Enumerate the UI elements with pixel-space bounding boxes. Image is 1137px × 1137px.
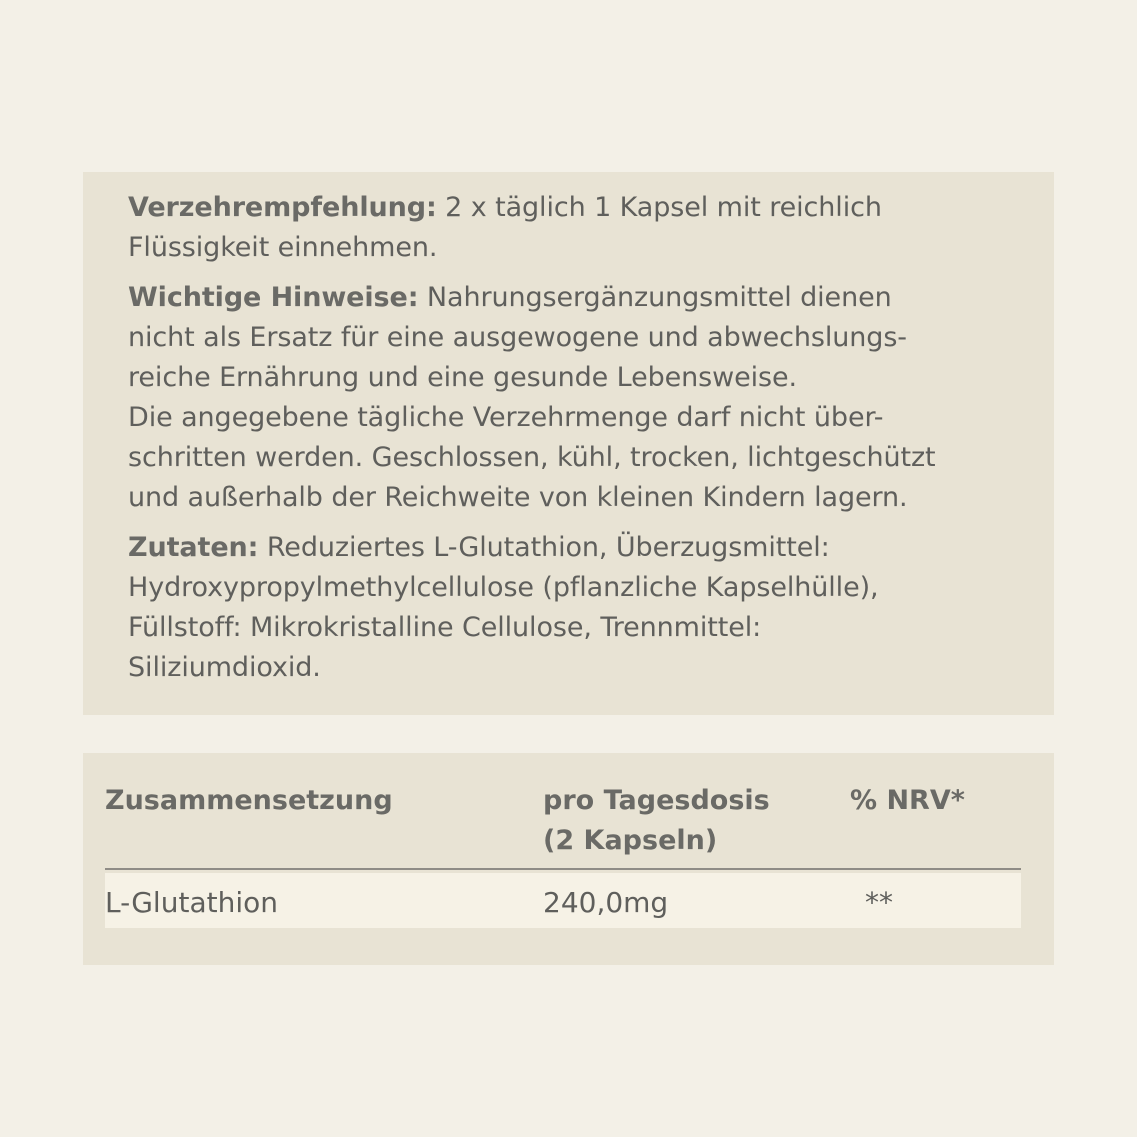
composition-table <box>83 753 1054 965</box>
notes-text: Nahrungsergänzungsmittel dienen nicht als Ersatz für eine ausgewogene und abwechslungs- reiche Ernährung und eine gesunde Lebensweise. Die angegebene tägliche Verzehrmenge darf nicht über- schritten werden. Geschlossen, kühl, trocken, lichtgeschützt und außerhalb der Reichweite von kleinen Kindern lagern. <box>128 282 936 513</box>
ingredients <box>128 528 1044 688</box>
table-divider <box>105 868 1021 870</box>
important-notes <box>128 278 1044 518</box>
ingredients-label: Zutaten: <box>128 532 259 563</box>
cell-amount: 240,0mg <box>543 886 669 919</box>
ingredients-text: Reduziertes L-Glutathion, Überzugsmittel: Hydroxypropylmethylcellulose (pflanzliche Kapselhülle), Füllstoff: Mikrokristalline Cellulose, Trennmittel: Siliziumdioxid. <box>128 532 879 683</box>
header-daily-dose: pro Tagesdosis (2 Kapseln) <box>543 785 770 856</box>
dosage-label: Verzehrempfehlung: <box>128 192 437 223</box>
cell-ingredient: L-Glutathion <box>105 886 278 919</box>
dosage-text: 2 x täglich 1 Kapsel mit reichlich Flüssigkeit einnehmen. <box>128 192 882 263</box>
cell-nrv: ** <box>865 886 893 919</box>
info-panel <box>83 172 1054 715</box>
header-composition: Zusammensetzung <box>105 785 393 816</box>
table-row <box>105 873 1021 928</box>
dosage-recommendation <box>128 188 1044 268</box>
header-nrv: % NRV* <box>850 785 965 816</box>
notes-label: Wichtige Hinweise: <box>128 282 419 313</box>
